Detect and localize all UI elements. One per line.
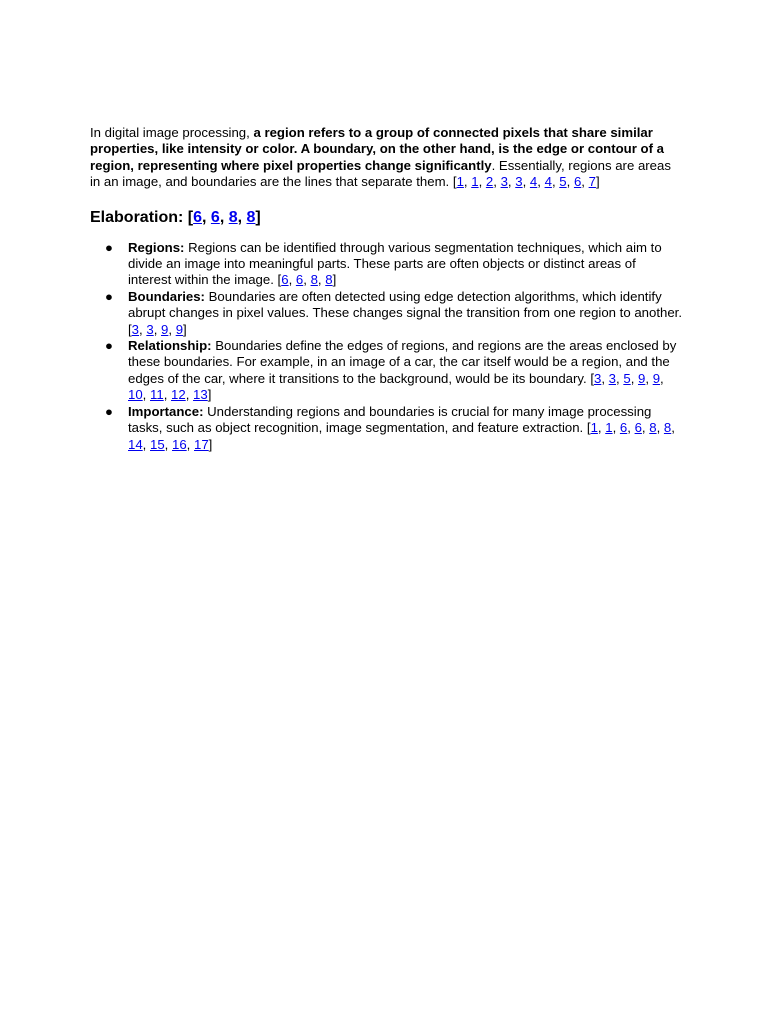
- citation-link[interactable]: 14: [128, 436, 143, 452]
- citation-link[interactable]: 4: [544, 174, 552, 190]
- citation-link[interactable]: 9: [652, 370, 661, 386]
- citation-link[interactable]: 3: [500, 174, 508, 190]
- citation-group: [3, 3, 9, 9]: [128, 321, 187, 337]
- citation-link[interactable]: 3: [594, 370, 602, 386]
- citation-link[interactable]: 11: [150, 387, 164, 403]
- citation-link[interactable]: 3: [515, 174, 523, 190]
- citation-link[interactable]: 3: [146, 321, 154, 337]
- list-item-text: Understanding regions and boundaries is crucial for many image processing tasks, such as object recognition, image segmentation, and feature extraction.: [128, 403, 652, 436]
- citation-link[interactable]: 8: [649, 420, 657, 436]
- citation-link[interactable]: 8: [246, 208, 256, 226]
- list-item: [105, 288, 682, 338]
- citation-link[interactable]: 6: [295, 272, 304, 288]
- citation-link[interactable]: 1: [456, 174, 464, 190]
- list-item: [105, 403, 682, 453]
- bullet-icon: ●: [105, 239, 113, 255]
- list-item: [105, 338, 682, 404]
- citation-group: [1, 1, 6, 6, 8, 8, 14, 15, 16, 17]: [128, 420, 675, 452]
- citation-link[interactable]: 4: [529, 174, 538, 190]
- intro-bold-definition: a region refers to a group of connected pixels that share similar properties, like intensity or color. A boundary, on the other hand, is the edge or contour of a region, representing where pixel properties change significantly: [90, 125, 664, 173]
- citation-link[interactable]: 6: [619, 420, 628, 436]
- citation-group: [6, 6, 8, 8]: [277, 272, 337, 288]
- citation-group: [3, 3, 5, 9, 9, 10, 11, 12, 13]: [128, 370, 664, 403]
- list-item-text: Boundaries are often detected using edge detection algorithms, which identify abrupt changes in pixel values. These changes signal the transition from one region to another.: [128, 288, 682, 321]
- citation-link[interactable]: 5: [623, 370, 631, 386]
- citation-link[interactable]: 6: [573, 174, 582, 190]
- citation-link[interactable]: 8: [663, 420, 672, 436]
- citation-group: [6, 6, 8, 8]: [187, 208, 261, 226]
- intro-lead: In digital image processing,: [90, 125, 254, 140]
- section-heading: [90, 208, 682, 228]
- list-item-text: Regions can be identified through various segmentation techniques, which aim to divide an image into meaningful parts. These parts are often objects or distinct areas of interest within the image.: [128, 239, 662, 288]
- list-item-term: Importance:: [128, 403, 204, 419]
- citation-link[interactable]: 1: [471, 174, 479, 190]
- list-item-term: Boundaries:: [128, 288, 205, 304]
- citation-group: [1, 1, 2, 3, 3, 4, 4, 5, 6, 7]: [452, 174, 600, 190]
- citation-link[interactable]: 8: [310, 272, 318, 288]
- list-item-term: Relationship:: [128, 338, 212, 354]
- citation-link[interactable]: 3: [608, 370, 617, 386]
- intro-paragraph: [90, 125, 682, 191]
- list-item-text: Boundaries define the edges of regions, and regions are the areas enclosed by these boundaries. For example, in an image of a car, the car itself would be a region, and the edges of the car, where it transitions to the background, would be its boundary.: [128, 338, 677, 386]
- citation-link[interactable]: 15: [150, 436, 165, 452]
- list-item: [105, 239, 682, 289]
- citation-link[interactable]: 9: [638, 370, 646, 386]
- citation-link[interactable]: 9: [161, 321, 169, 337]
- citation-link[interactable]: 5: [559, 174, 567, 190]
- citation-link[interactable]: 16: [172, 436, 187, 452]
- bullet-icon: ●: [105, 403, 113, 419]
- citation-link[interactable]: 9: [175, 321, 184, 337]
- intro-rest: . Essentially, regions are areas in an image, and boundaries are the lines that separate them.: [90, 157, 671, 190]
- citation-link[interactable]: 10: [128, 387, 143, 403]
- citation-link[interactable]: 12: [171, 387, 186, 403]
- citation-link[interactable]: 6: [281, 272, 289, 288]
- citation-link[interactable]: 6: [210, 208, 220, 226]
- citation-link[interactable]: 1: [605, 420, 613, 436]
- bullet-icon: ●: [105, 338, 113, 354]
- citation-link[interactable]: 8: [325, 272, 333, 288]
- list-item-term: Regions:: [128, 239, 185, 255]
- citation-link[interactable]: 7: [588, 174, 596, 190]
- citation-link[interactable]: 6: [634, 420, 642, 436]
- citation-link[interactable]: 6: [193, 208, 203, 226]
- citation-link[interactable]: 8: [228, 208, 238, 226]
- document-body: [90, 125, 682, 453]
- section-heading-label: Elaboration:: [90, 208, 188, 226]
- citation-link[interactable]: 1: [590, 420, 598, 436]
- citation-link[interactable]: 17: [194, 436, 209, 452]
- bullet-icon: ●: [105, 288, 113, 304]
- citation-link[interactable]: 13: [193, 387, 208, 403]
- citation-link[interactable]: 3: [131, 321, 140, 337]
- bullet-list: [90, 240, 682, 453]
- citation-link[interactable]: 2: [485, 174, 494, 190]
